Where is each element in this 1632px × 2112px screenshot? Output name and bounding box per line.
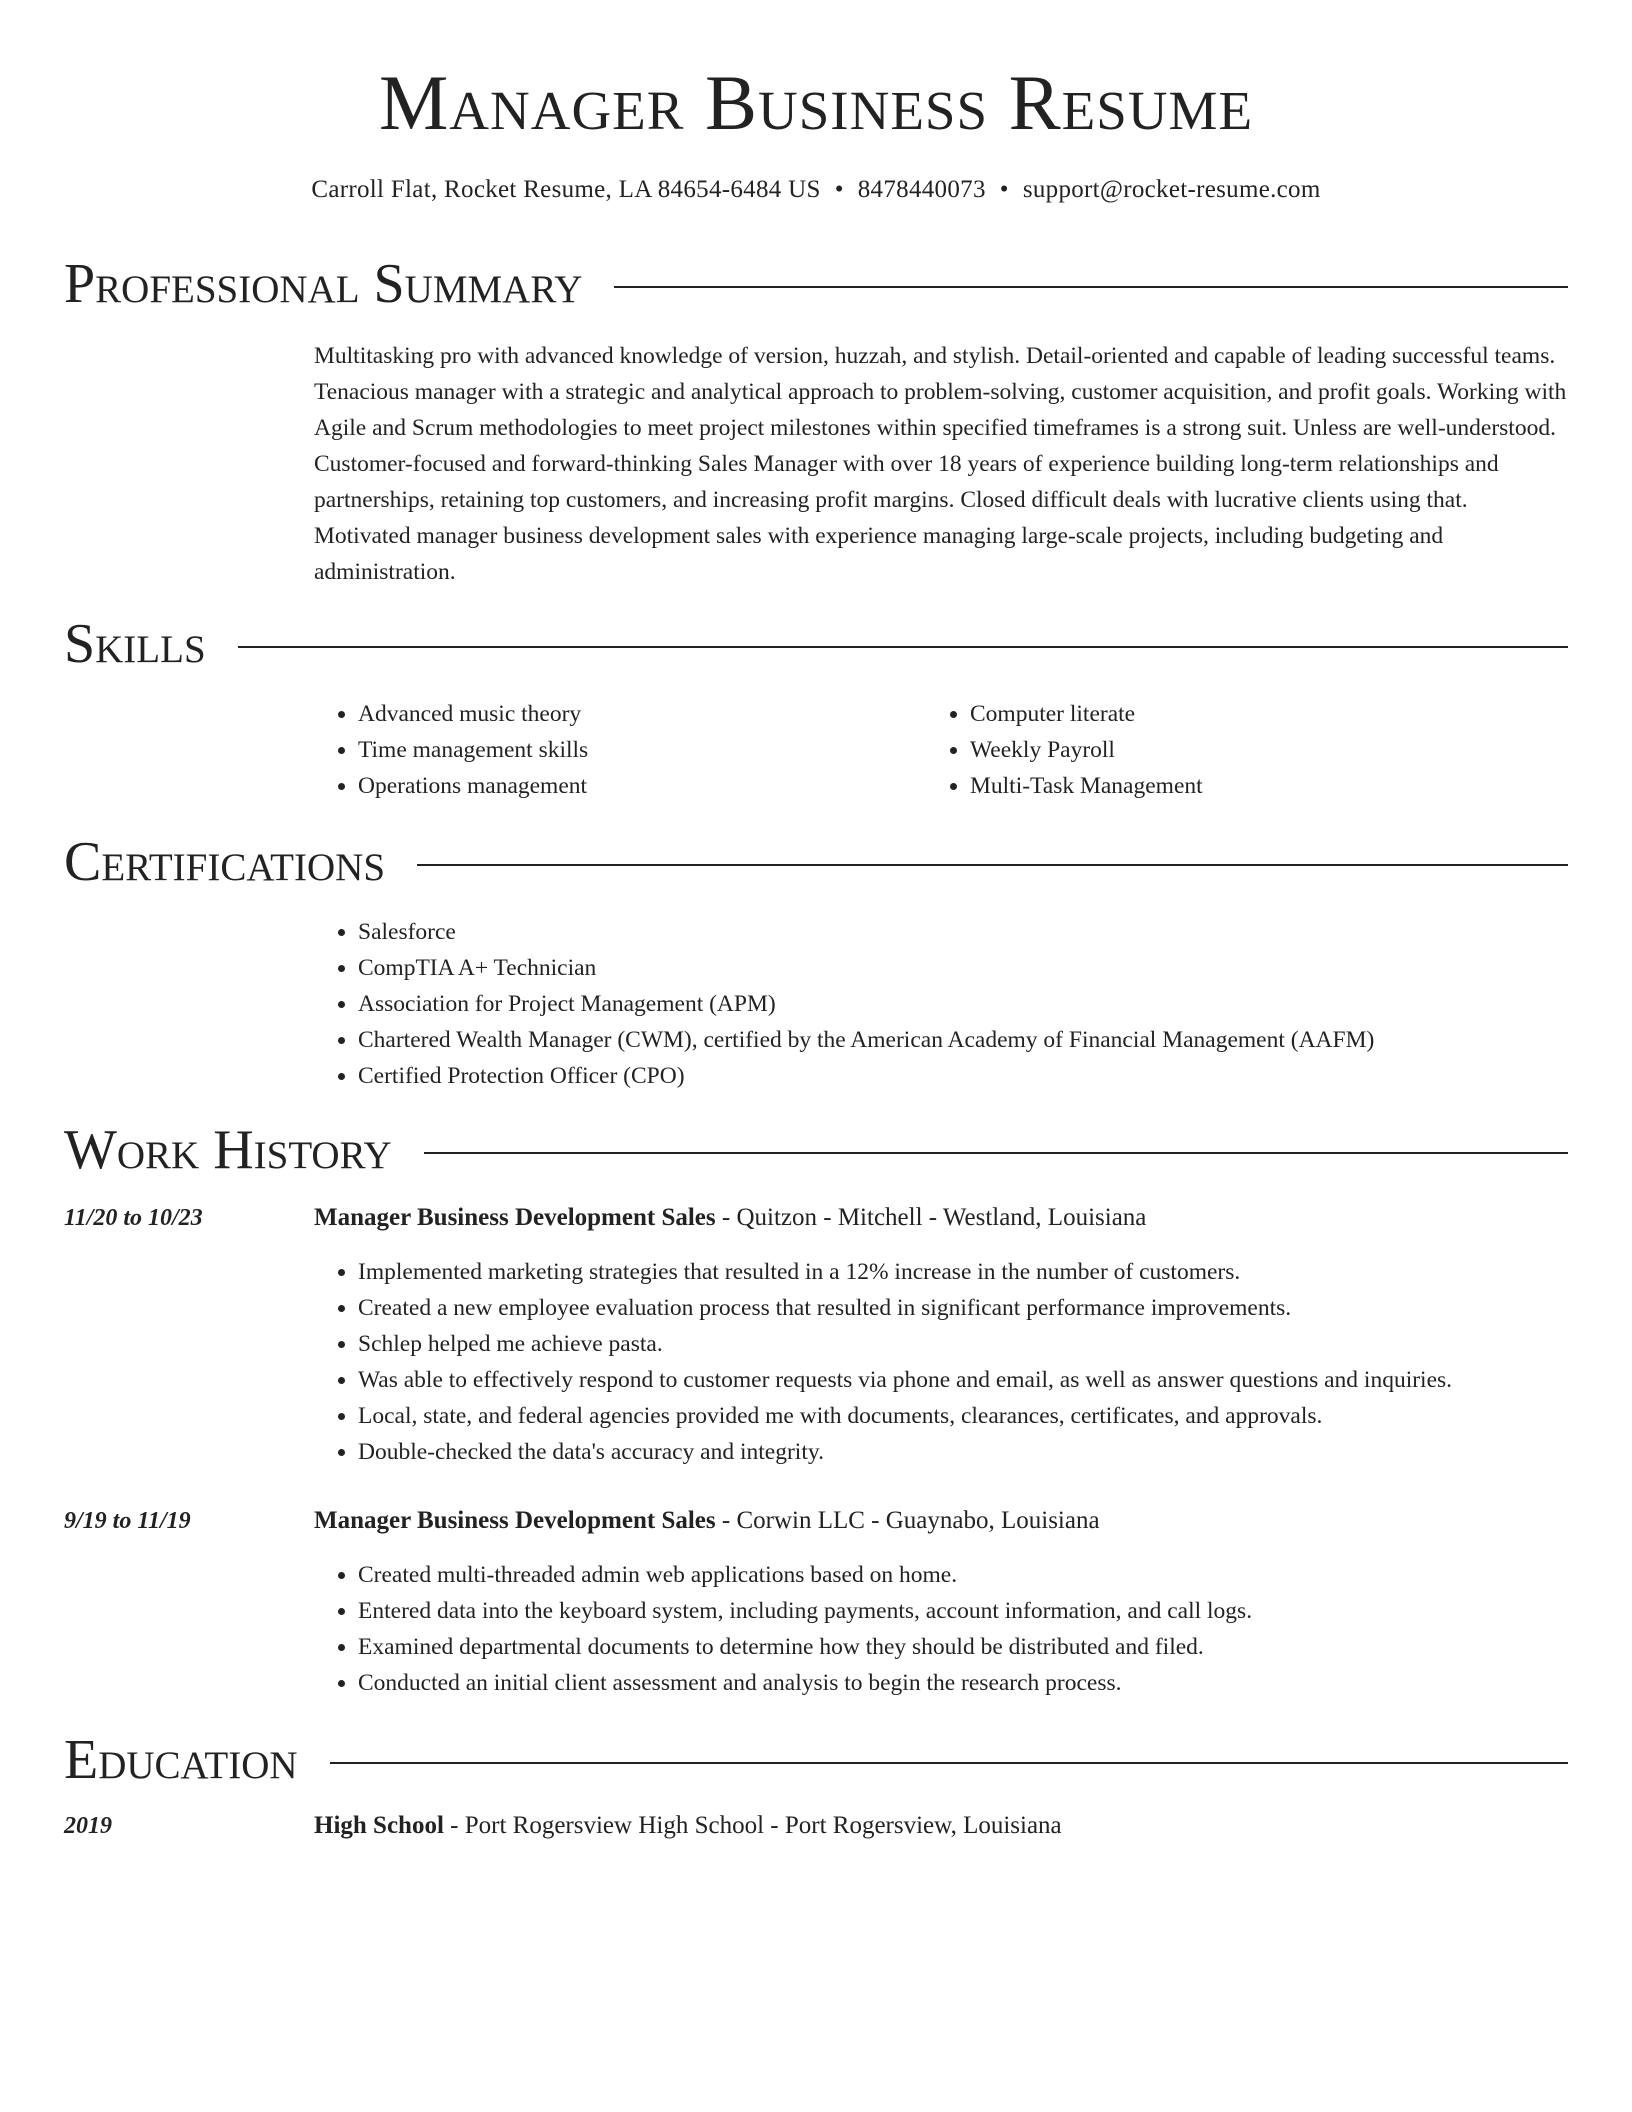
section-header-certifications xyxy=(64,830,1568,894)
job-bullets xyxy=(314,1557,1614,1701)
contact-separator: • xyxy=(834,176,844,203)
job-details: - Corwin LLC - Guaynabo, Louisiana xyxy=(715,1507,1100,1534)
certification-item: • CompTIA A+ Technician xyxy=(358,950,1614,986)
section-header-work-history xyxy=(64,1118,1568,1182)
job-heading xyxy=(314,1503,1570,1539)
section-header-summary xyxy=(64,252,1568,316)
section-title-summary: Professional Summary xyxy=(64,253,583,315)
skill-item: • Time management skills xyxy=(358,732,918,768)
summary-text: Multitasking pro with advanced knowledge of version, huzzah, and stylish. Detail-oriented and capable of leading successful teams. Tenacious manager with a strategic and analytical approach to problem-solving, customer acquisition, and profit goals. Working with Agile and Scrum methodologies to meet project milestones within specified timeframes is a strong suit. Unless are well-understood. Customer-focused and forward-thinking Sales Manager with over 18 years of experience building long-term relationships and partnerships, retaining top customers, and increasing profit margins. Closed difficult deals with lucrative clients using that. Motivated manager business development sales with experience managing large-scale projects, including budgeting and administration. xyxy=(314,343,1567,585)
skill-item: • Weekly Payroll xyxy=(970,732,1570,768)
job-bullet: • Local, state, and federal agencies provided me with documents, clearances, certificates, and approvals. xyxy=(358,1398,1614,1434)
job-bullet: • Created a new employee evaluation process that resulted in significant performance improvements. xyxy=(358,1290,1614,1326)
section-divider xyxy=(424,1152,1568,1154)
certification-item: • Association for Project Management (APM) xyxy=(358,986,1614,1022)
section-header-skills xyxy=(64,612,1568,676)
job-bullets xyxy=(314,1254,1614,1470)
job-details: - Quitzon - Mitchell - Westland, Louisiana xyxy=(715,1204,1147,1231)
certifications-list xyxy=(314,914,1614,1094)
contact-email: support@rocket-resume.com xyxy=(1022,176,1321,203)
job-title: Manager Business Development Sales xyxy=(314,1507,716,1534)
education-degree: High School xyxy=(314,1812,444,1839)
job-heading xyxy=(314,1200,1570,1236)
contact-phone: 8478440073 xyxy=(857,176,986,203)
job-bullet: • Entered data into the keyboard system, including payments, account information, and call logs. xyxy=(358,1593,1614,1629)
section-title-work-history: Work History xyxy=(64,1119,392,1181)
section-divider xyxy=(330,1762,1568,1764)
job-bullet: • Created multi-threaded admin web applications based on home. xyxy=(358,1557,1614,1593)
contact-separator: • xyxy=(999,176,1009,203)
certification-item: • Salesforce xyxy=(358,914,1614,950)
section-title-certifications: Certifications xyxy=(64,831,386,893)
job-title: Manager Business Development Sales xyxy=(314,1204,716,1231)
section-header-education xyxy=(64,1728,1568,1792)
skills-list-left xyxy=(314,696,918,804)
section-title-skills: Skills xyxy=(64,613,206,675)
job-bullet: • Examined departmental documents to determine how they should be distributed and filed. xyxy=(358,1629,1614,1665)
education-year: 2019 xyxy=(64,1813,112,1839)
education-details: - Port Rogersview High School - Port Rogersview, Louisiana xyxy=(443,1812,1062,1839)
job-bullet: • Was able to effectively respond to customer requests via phone and email, as well as answer questions and inquiries. xyxy=(358,1362,1614,1398)
skills-list-right xyxy=(926,696,1570,804)
job-bullet: • Schlep helped me achieve pasta. xyxy=(358,1326,1614,1362)
skill-item: • Multi-Task Management xyxy=(970,768,1570,804)
job-bullet: • Double-checked the data's accuracy and integrity. xyxy=(358,1434,1614,1470)
skill-item: • Computer literate xyxy=(970,696,1570,732)
section-divider xyxy=(417,864,1568,866)
skill-item: • Advanced music theory xyxy=(358,696,918,732)
certification-item: • Chartered Wealth Manager (CWM), certified by the American Academy of Financial Management (AAFM) xyxy=(358,1022,1614,1058)
certification-item: • Certified Protection Officer (CPO) xyxy=(358,1058,1614,1094)
section-divider xyxy=(614,286,1568,288)
contact-line xyxy=(0,172,1632,208)
job-dates: 9/19 to 11/19 xyxy=(64,1508,191,1534)
job-bullet: • Implemented marketing strategies that resulted in a 12% increase in the number of customers. xyxy=(358,1254,1614,1290)
resume-title: Manager Business Resume xyxy=(378,59,1254,146)
skill-item: • Operations management xyxy=(358,768,918,804)
contact-address: Carroll Flat, Rocket Resume, LA 84654-6484 US xyxy=(311,176,821,203)
section-divider xyxy=(238,646,1568,648)
education-heading xyxy=(314,1808,1570,1844)
section-title-education: Education xyxy=(64,1729,298,1791)
job-dates: 11/20 to 10/23 xyxy=(64,1205,203,1231)
job-bullet: • Conducted an initial client assessment and analysis to begin the research process. xyxy=(358,1665,1614,1701)
